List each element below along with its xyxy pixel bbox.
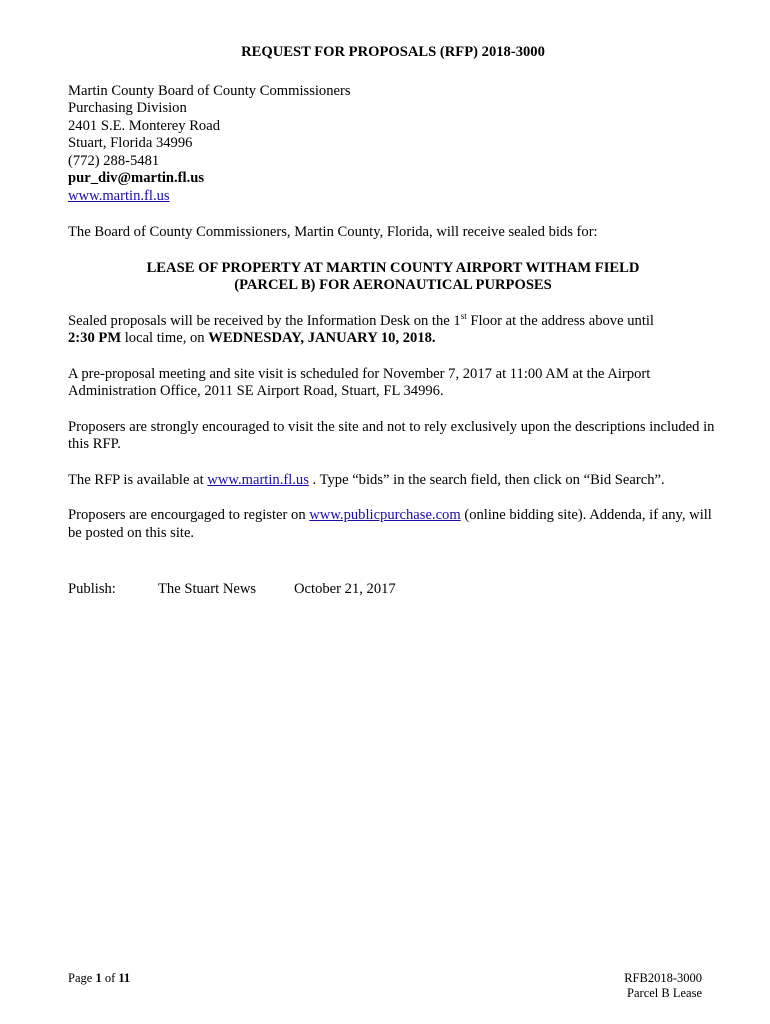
preproposal-paragraph: A pre-proposal meeting and site visit is scheduled for November 7, 2017 at 11:00 AM at the Airport Administration Office, 2011 SE Airport Road, Stuart, FL 34996. bbox=[68, 365, 651, 399]
publicpurchase-link[interactable]: www.publicpurchase.com bbox=[309, 507, 461, 523]
register-text-1: Proposers are encourgaged to register on bbox=[68, 507, 310, 523]
sealed-text-3: local time, on bbox=[121, 330, 209, 346]
email-address: pur_div@martin.fl.us bbox=[68, 170, 205, 186]
phone-number: (772) 288-5481 bbox=[68, 152, 160, 169]
page-current: 1 bbox=[95, 971, 102, 985]
subject-heading bbox=[68, 260, 718, 295]
org-name: Martin County Board of County Commissioners bbox=[68, 82, 351, 99]
publish-paper: The Stuart News bbox=[158, 581, 257, 597]
page-of: of bbox=[101, 971, 119, 985]
ordinal-suffix: st bbox=[460, 310, 467, 321]
intro-paragraph: The Board of County Commissioners, Martin County, Florida, will receive sealed bids for: bbox=[68, 224, 598, 240]
page-prefix: Page bbox=[68, 971, 96, 985]
available-text-2: . Type “bids” in the search field, then click on “Bid Search”. bbox=[308, 471, 665, 488]
address-block bbox=[68, 83, 718, 206]
sealed-proposals-paragraph bbox=[68, 310, 718, 348]
page-number bbox=[68, 971, 130, 986]
street-address: 2401 S.E. Monterey Road bbox=[68, 117, 221, 134]
deadline-date: WEDNESDAY, JANUARY 10, 2018. bbox=[208, 330, 436, 346]
website-link[interactable]: www.martin.fl.us bbox=[68, 187, 170, 204]
publish-line bbox=[68, 581, 718, 599]
site-visit-paragraph: Proposers are strongly encouraged to visit the site and not to rely exclusively upon the descriptions included in this RFP. bbox=[68, 418, 715, 452]
city-state-zip: Stuart, Florida 34996 bbox=[68, 135, 193, 151]
document-title: REQUEST FOR PROPOSALS (RFP) 2018-3000 bbox=[241, 44, 545, 60]
page-total: 11 bbox=[118, 971, 131, 985]
martin-link[interactable]: www.martin.fl.us bbox=[207, 471, 309, 488]
document-reference bbox=[624, 971, 702, 1001]
deadline-time: 2:30 PM bbox=[68, 330, 122, 346]
sealed-text-2: Floor at the address above until bbox=[466, 312, 654, 329]
reference-title: Parcel B Lease bbox=[627, 986, 702, 1000]
register-text-2: (online bidding site). Addenda, if any, will be posted on this site. bbox=[68, 507, 712, 541]
sealed-text-1: Sealed proposals will be received by the Information Desk on the 1 bbox=[68, 312, 461, 329]
subject-line-2: (PARCEL B) FOR AERONAUTICAL PURPOSES bbox=[234, 277, 552, 293]
subject-line-1: LEASE OF PROPERTY AT MARTIN COUNTY AIRPORT WITHAM FIELD bbox=[146, 259, 640, 276]
publish-date: October 21, 2017 bbox=[294, 581, 396, 597]
available-text-1: The RFP is available at bbox=[68, 471, 208, 488]
register-paragraph bbox=[68, 507, 718, 542]
publish-label: Publish: bbox=[68, 581, 116, 597]
availability-paragraph bbox=[68, 472, 718, 490]
reference-code: RFB2018-3000 bbox=[624, 971, 702, 985]
division-name: Purchasing Division bbox=[68, 100, 187, 116]
document-page bbox=[68, 44, 718, 599]
